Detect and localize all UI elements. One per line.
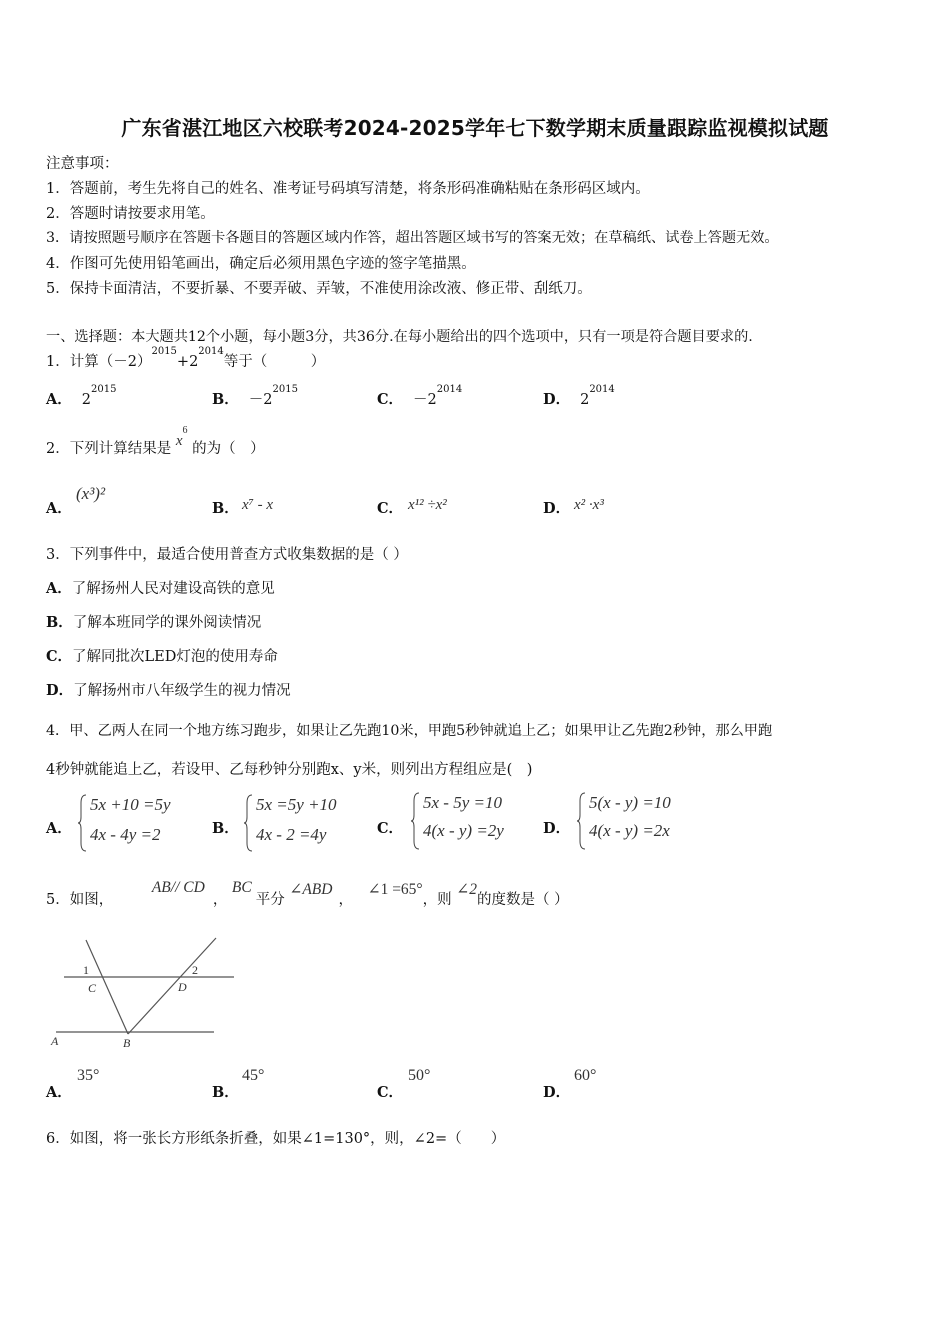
q2-option-a[interactable]: A． <box>46 500 72 517</box>
q4-option-d-system: 5(x - y) =10 4(x - y) =2x <box>577 791 707 851</box>
question-2-stem: 2．下列计算结果是 $x^6$ 的为（ ） <box>46 425 265 457</box>
question-4-stem: 4．甲、乙两人在同一个地方练习跑步，如果让乙先跑10米，甲跑5秒钟就追上乙；如果甲让乙先跑2秒钟，那么甲跑 <box>46 723 773 739</box>
q2-option-c[interactable]: C． <box>377 500 404 517</box>
notice-heading: 注意事项： <box>46 156 119 172</box>
q2-option-d[interactable]: D． <box>543 500 571 517</box>
fig-label-1: 1 <box>83 963 89 977</box>
q5-option-a-value: 35° <box>77 1067 100 1084</box>
q2-option-b[interactable]: B． <box>212 500 239 517</box>
line-bd <box>128 938 216 1034</box>
q1-option-c[interactable]: C． $-2^{2014}$ <box>377 384 463 408</box>
q1-option-a[interactable]: A． $2^{2015}$ <box>46 384 117 408</box>
q5-option-d-value: 60° <box>574 1067 597 1084</box>
question-6-stem: 6．如图，将一张长方形纸条折叠，如果∠1=130°，则，∠2=（ ） <box>46 1131 506 1147</box>
fig-label-b: B <box>123 1036 131 1050</box>
question-5-stem: 5．如图， AB// CD， BC平分 ∠ABD， ∠1 =65°，则 ∠2的度数是（ ） <box>46 879 569 908</box>
q2-option-d-expr: x² ·x³ <box>574 497 604 513</box>
section-heading: 一、选择题：本大题共12个小题，每小题3分，共36分.在每小题给出的四个选项中，只有一项是符合题目要求的. <box>46 329 753 345</box>
q5-option-a[interactable]: A． <box>46 1084 72 1101</box>
q4-option-a-system: 5x +10 =5y 4x - 4y =2 <box>78 793 198 853</box>
question-1-stem: 1．计算$(-2)^{2015}+2^{2014}$等于（ ） <box>46 346 326 370</box>
q1-option-b[interactable]: B． $-2^{2015}$ <box>212 384 298 408</box>
q2-option-b-expr: x⁷ - x <box>242 497 274 513</box>
fig-label-a: A <box>51 1034 59 1048</box>
q5-option-b-value: 45° <box>242 1067 265 1084</box>
q3-option-c[interactable]: C．了解同批次LED灯泡的使用寿命 <box>46 648 278 665</box>
q2-option-a-expr: (x³)² <box>76 484 106 503</box>
brace-icon <box>244 793 254 853</box>
brace-icon <box>577 791 587 851</box>
q3-option-d[interactable]: D．了解扬州市八年级学生的视力情况 <box>46 682 291 699</box>
q4-option-d[interactable]: D． <box>543 820 571 837</box>
question-4-stem-line2: 4秒钟就能追上乙，若设甲、乙每秒钟分别跑x、y米，则列出方程组应是( ) <box>46 762 533 778</box>
q5-option-c-value: 50° <box>408 1067 431 1084</box>
q4-option-b-system: 5x =5y +10 4x - 2 =4y <box>244 793 364 853</box>
q3-option-a[interactable]: A．了解扬州人民对建设高铁的意见 <box>46 580 275 597</box>
q4-option-c-system: 5x - 5y =10 4(x - y) =2y <box>411 791 541 851</box>
notice-item: 2．答题时请按要求用笔。 <box>46 206 215 222</box>
q1-option-d[interactable]: D． $2^{2014}$ <box>543 384 615 408</box>
q3-option-b[interactable]: B．了解本班同学的课外阅读情况 <box>46 614 262 631</box>
question-3-stem: 3．下列事件中，最适合使用普查方式收集数据的是（ ） <box>46 547 408 563</box>
fig-label-2: 2 <box>192 963 198 977</box>
notice-item: 5．保持卡面清洁，不要折暴、不要弄破、弄皱，不准使用涂改液、修正带、刮纸刀。 <box>46 281 592 297</box>
brace-icon <box>411 791 421 851</box>
q2-option-c-expr: x¹² ÷x² <box>408 497 447 513</box>
notice-item: 4．作图可先使用铅笔画出，确定后必须用黑色字迹的签字笔描黑。 <box>46 256 476 272</box>
q5-option-d[interactable]: D． <box>543 1084 571 1101</box>
q5-option-c[interactable]: C． <box>377 1084 404 1101</box>
q4-option-b[interactable]: B． <box>212 820 239 837</box>
fig-label-d: D <box>178 980 187 994</box>
page-title: 广东省湛江地区六校联考2024-2025学年七下数学期末质量跟踪监视模拟试题 <box>121 116 829 140</box>
notice-item: 3．请按照题号顺序在答题卡各题目的答题区域内作答，超出答题区域书写的答案无效；在草稿纸、试卷上答题无效。 <box>46 230 779 246</box>
q5-option-b[interactable]: B． <box>212 1084 239 1101</box>
q5-figure <box>46 930 246 1055</box>
brace-icon <box>78 793 88 853</box>
q4-option-c[interactable]: C． <box>377 820 404 837</box>
q4-option-a[interactable]: A． <box>46 820 72 837</box>
fig-label-c: C <box>88 981 97 995</box>
notice-item: 1．答题前，考生先将自己的姓名、准考证号码填写清楚，将条形码准确粘贴在条形码区域内。 <box>46 181 650 197</box>
